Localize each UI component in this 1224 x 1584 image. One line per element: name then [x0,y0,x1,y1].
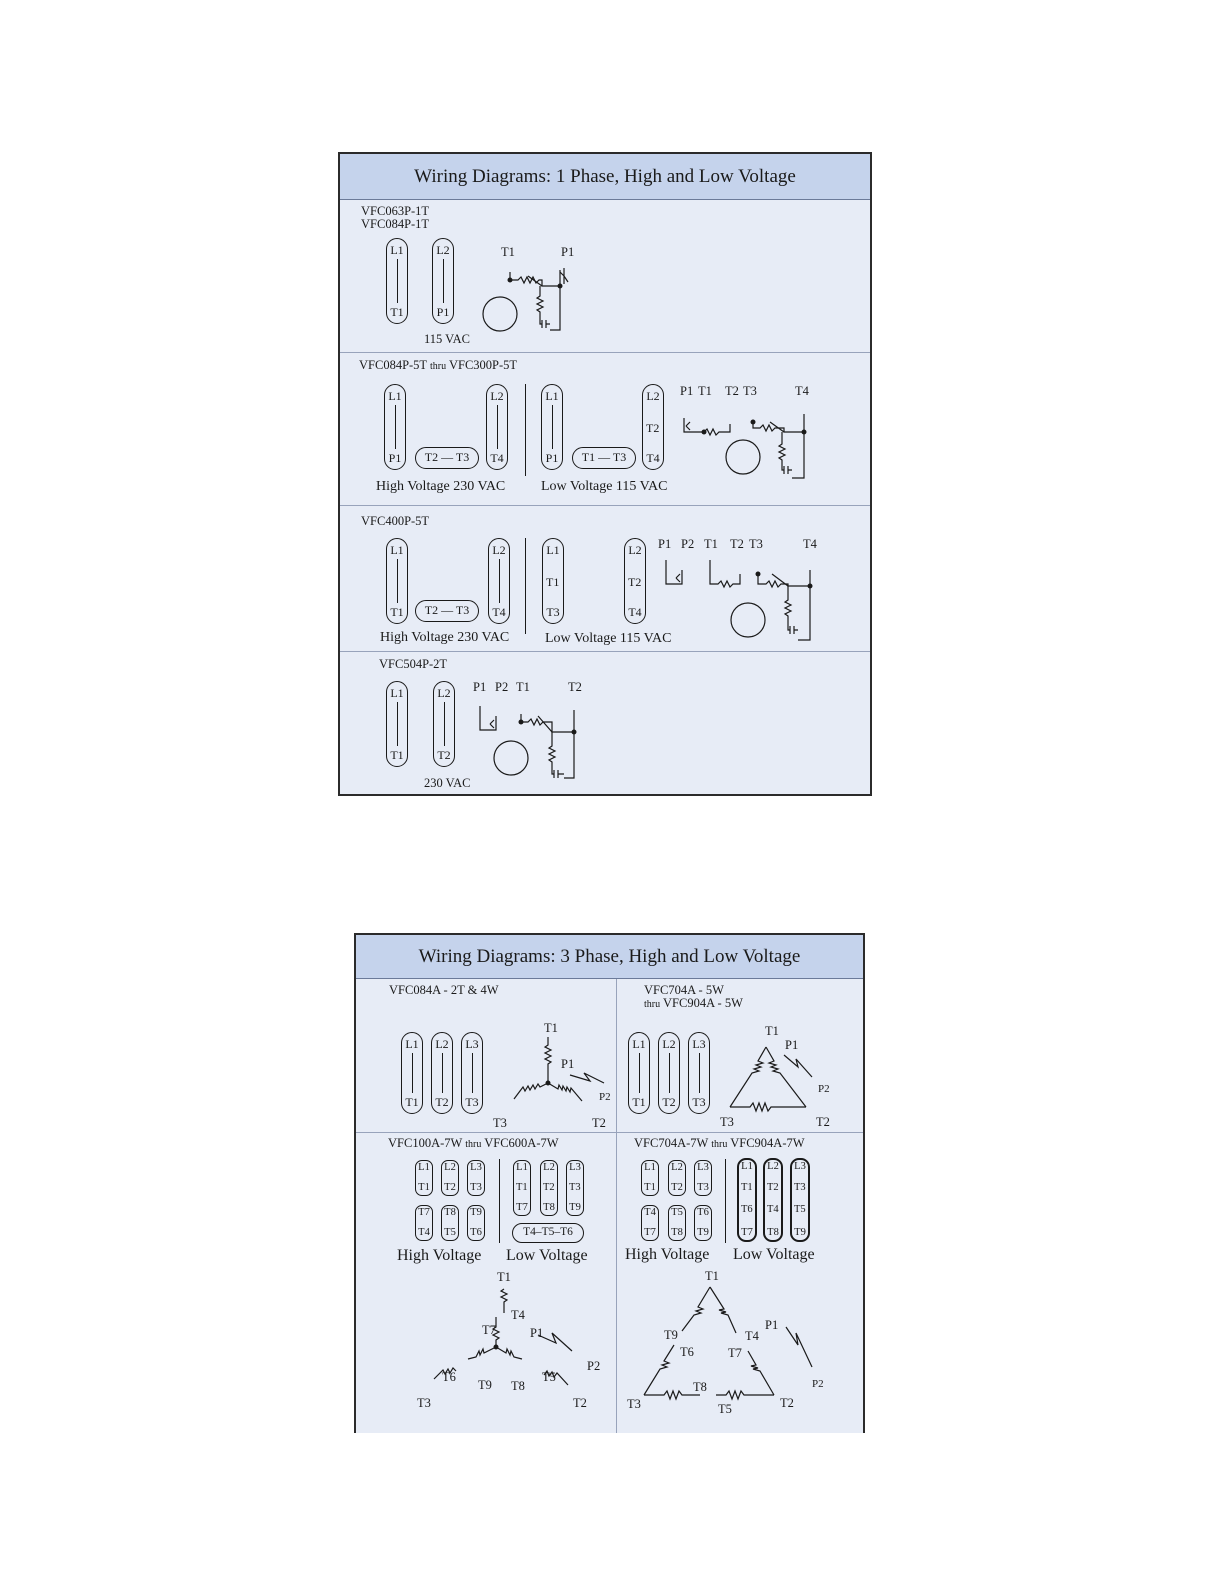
pill-label: T9 [794,1227,806,1238]
terminal-label: T4 [795,384,809,398]
wye-winding-diagram [506,1035,616,1115]
pill-label: T2 [435,1095,449,1109]
pill-label: L1 [390,686,404,700]
terminal-pill [513,1160,531,1216]
pill-label: L3 [794,1161,806,1172]
pill-label: L2 [436,243,450,257]
delta-label: P1 [765,1318,779,1332]
model-code: VFC300P-5T [448,358,518,372]
terminal-label: T3 [749,537,763,551]
model-label [359,358,517,373]
delta-label: T6 [680,1345,694,1359]
terminal-pill [641,1160,659,1196]
pill-label: L1 [741,1161,753,1172]
link-pill: T2 — T3 [415,600,479,622]
terminal-pill [763,1158,783,1242]
pill-label: L2 [543,1162,555,1173]
pill-link [472,1053,473,1093]
pill-link [443,259,444,303]
model-label: VFC504P-2T [379,657,448,671]
pill-label: L1 [546,543,560,557]
terminal-label: P2 [681,537,695,551]
terminal-pill [415,1205,433,1241]
pill-label: T3 [546,605,560,619]
terminal-pill [540,1160,558,1216]
terminal-label: T3 [743,384,757,398]
wye-label: T1 [497,1270,511,1284]
hv-caption: High Voltage [625,1246,710,1263]
pill-link [639,1053,640,1093]
terminal-label: P2 [495,680,509,694]
pill-label: L2 [767,1161,779,1172]
pill-label: T8 [671,1227,683,1238]
terminal-pill [688,1032,710,1114]
terminal-pill [486,384,508,470]
terminal-pill [415,1160,433,1196]
voltage-separator [725,1159,726,1243]
pill-label: P1 [388,451,402,465]
hv-caption: High Voltage 230 VAC [376,479,506,494]
terminal-label: T1 [704,537,718,551]
pill-label: P1 [436,305,450,319]
pill-label: T4 [628,605,642,619]
delta-label: T8 [693,1380,707,1394]
terminal-pill [461,1032,483,1114]
terminal-pill [642,384,664,470]
wye-label: P1 [561,1057,575,1071]
wye-label: T4 [511,1308,525,1322]
single-phase-title: Wiring Diagrams: 1 Phase, High and Low Voltage [340,154,870,200]
pill-label: T7 [418,1207,430,1218]
lv-caption: Low Voltage [506,1247,588,1264]
pill-label: T2 [767,1182,779,1193]
pill-label: T1 [741,1182,753,1193]
voltage-separator [525,384,526,476]
pill-label: T6 [697,1207,709,1218]
terminal-label: T4 [803,537,817,551]
section-divider [340,505,870,506]
terminal-label: T2 [730,537,744,551]
model-label [644,996,743,1011]
delta-label: T5 [718,1402,732,1416]
pill-label: T3 [692,1095,706,1109]
pill-link [444,702,445,746]
delta-label: T3 [627,1397,641,1411]
pill-label: L1 [390,243,404,257]
pill-label: L1 [390,543,404,557]
model-code: VFC100A-7W [388,1136,463,1150]
pill-label: T8 [444,1207,456,1218]
pill-link [669,1053,670,1093]
pill-label: L1 [418,1162,430,1173]
pill-label: T2 [543,1182,555,1193]
pill-label: L3 [569,1162,581,1173]
wye-label: T8 [511,1379,525,1393]
thru-word: thru [644,999,661,1010]
lv-caption: Low Voltage 115 VAC [545,631,672,646]
wye-label: P2 [587,1359,601,1373]
model-code: VFC600A-7W [484,1136,559,1150]
delta-label: T7 [728,1346,742,1360]
pill-label: L3 [692,1037,706,1051]
pill-label: T9 [697,1227,709,1238]
pill-label: T2 [646,421,660,435]
delta-label: P2 [812,1378,824,1390]
terminal-pill [566,1160,584,1216]
pill-label: P1 [545,451,559,465]
wye-label: P1 [530,1326,544,1340]
wye-label: T3 [417,1396,431,1410]
terminal-pill [542,538,564,624]
terminal-pill [694,1205,712,1241]
link-pill: T2 — T3 [415,447,479,469]
terminal-label: T1 [501,245,515,259]
delta-label: T1 [705,1269,719,1283]
pill-label: T9 [569,1202,581,1213]
pill-label: T2 [628,575,642,589]
delta-label: T2 [780,1396,794,1410]
pill-label: T4 [767,1204,779,1215]
terminal-pill [658,1032,680,1114]
pill-label: T5 [671,1207,683,1218]
wye-label: T2 [573,1396,587,1410]
wye-label: P2 [599,1091,611,1103]
terminal-pill [386,681,408,767]
pill-label: L1 [644,1162,656,1173]
pill-label: L2 [435,1037,449,1051]
pill-link [497,405,498,449]
delta-label: T9 [664,1328,678,1342]
terminal-pill [467,1160,485,1196]
wye-label: T3 [493,1116,507,1130]
pill-label: T1 [390,605,404,619]
pill-label: L2 [662,1037,676,1051]
delta-label: T4 [745,1329,759,1343]
motor-schematic [476,702,586,784]
terminal-label: T1 [516,680,530,694]
model-code: VFC904A-7W [730,1136,805,1150]
delta-label: T2 [816,1115,830,1129]
pill-label: T2 [437,748,451,762]
pill-label: T2 [662,1095,676,1109]
wye-9-lead-diagram [426,1285,596,1403]
terminal-pill [386,538,408,624]
pill-label: T8 [543,1202,555,1213]
model-label: VFC063P-1T [361,204,430,218]
terminal-label: P1 [680,384,694,398]
terminal-pill [488,538,510,624]
pill-label: T3 [697,1182,709,1193]
terminal-label: T2 [568,680,582,694]
pill-label: T1 [390,305,404,319]
pill-label: T8 [767,1227,779,1238]
pill-label: T6 [741,1204,753,1215]
pill-label: T1 [546,575,560,589]
section-divider [340,651,870,652]
pill-label: T4 [644,1207,656,1218]
terminal-label: T1 [698,384,712,398]
voltage-label: 230 VAC [424,776,471,790]
model-label [634,1136,805,1151]
model-label: VFC084P-1T [361,217,430,231]
pill-label: T5 [444,1227,456,1238]
voltage-label: 115 VAC [424,332,470,346]
pill-label: L1 [388,389,402,403]
terminal-pill [628,1032,650,1114]
quadrant-divider [356,1132,863,1133]
pill-label: L2 [628,543,642,557]
pill-link [397,259,398,303]
pill-label: T2 [444,1182,456,1193]
model-code: VFC904A - 5W [663,996,743,1010]
pill-link [412,1053,413,1093]
pill-label: T3 [794,1182,806,1193]
pill-label: T4 [492,605,506,619]
pill-label: L1 [405,1037,419,1051]
pill-link [552,405,553,449]
pill-label: L1 [545,389,559,403]
voltage-separator [525,538,526,634]
terminal-label: P1 [658,537,672,551]
pill-label: T1 [644,1182,656,1193]
terminal-pill [433,681,455,767]
model-label: VFC704A - 5W [644,983,724,997]
pill-label: L3 [697,1162,709,1173]
pill-link [442,1053,443,1093]
terminal-label: T2 [725,384,739,398]
pill-label: L1 [632,1037,646,1051]
thru-word: thru [429,361,447,372]
terminal-pill [668,1160,686,1196]
model-label [388,1136,559,1151]
pill-label: T1 [390,748,404,762]
pill-label: T1 [516,1182,528,1193]
pill-label: L2 [444,1162,456,1173]
pill-label: T6 [470,1227,482,1238]
wye-label: T1 [544,1021,558,1035]
pill-label: L3 [465,1037,479,1051]
thru-word: thru [465,1139,482,1150]
delta-label: T3 [720,1115,734,1129]
pill-label: L2 [492,543,506,557]
delta-label: P1 [785,1038,799,1052]
pill-label: L2 [671,1162,683,1173]
terminal-pill [694,1160,712,1196]
terminal-pill [384,384,406,470]
wye-label: T2 [592,1116,606,1130]
terminal-pill [441,1160,459,1196]
pill-label: T4 [646,451,660,465]
wye-label: T5 [542,1370,556,1384]
pill-label: L2 [646,389,660,403]
wye-label: T7 [482,1323,496,1337]
pill-label: T3 [465,1095,479,1109]
pill-label: T7 [516,1202,528,1213]
single-phase-panel [338,152,872,796]
terminal-pill [441,1205,459,1241]
pill-link [395,405,396,449]
terminal-pill [541,384,563,470]
delta-winding-diagram [726,1043,836,1115]
pill-link [699,1053,700,1093]
pill-label: T1 [632,1095,646,1109]
pill-label: T7 [644,1227,656,1238]
delta-label: T1 [765,1024,779,1038]
model-code: VFC084P-5T [359,358,427,372]
voltage-separator [499,1159,500,1243]
quadrant-divider [616,979,617,1433]
hv-caption: High Voltage 230 VAC [380,630,510,645]
terminal-pill [386,238,408,324]
terminal-pill [401,1032,423,1114]
pill-label: T4 [490,451,504,465]
terminal-pill [641,1205,659,1241]
three-phase-panel [354,933,865,1433]
motor-schematic [680,404,810,484]
pill-label: T2 [671,1182,683,1193]
model-code: VFC704A-7W [634,1136,709,1150]
wye-label: T9 [478,1378,492,1392]
motor-schematic [480,262,590,342]
pill-label: L2 [490,389,504,403]
terminal-pill [431,1032,453,1114]
link-pill: T1 — T3 [572,447,636,469]
pill-label: T1 [405,1095,419,1109]
delta-label: P2 [818,1083,830,1095]
section-divider [340,352,870,353]
terminal-label: P1 [561,245,575,259]
motor-schematic [660,556,820,638]
pill-link [397,702,398,746]
delta-9-lead-diagram [640,1285,840,1401]
terminal-label: P1 [473,680,487,694]
terminal-pill [790,1158,810,1242]
pill-label: T1 [418,1182,430,1193]
pill-link [499,559,500,603]
pill-label: T5 [794,1204,806,1215]
terminal-pill [668,1205,686,1241]
three-phase-title: Wiring Diagrams: 3 Phase, High and Low Voltage [356,935,863,979]
pill-link [397,559,398,603]
lv-caption: Low Voltage [733,1246,815,1263]
thru-word: thru [711,1139,728,1150]
pill-label: T7 [741,1227,753,1238]
pill-label: T3 [569,1182,581,1193]
pill-label: T4 [418,1227,430,1238]
lv-caption: Low Voltage 115 VAC [541,479,668,494]
hv-caption: High Voltage [397,1247,482,1264]
terminal-pill [737,1158,757,1242]
model-label: VFC400P-5T [361,514,430,528]
wye-label: T6 [442,1370,456,1384]
pill-label: T9 [470,1207,482,1218]
pill-label: L3 [470,1162,482,1173]
terminal-pill [624,538,646,624]
pill-label: L1 [516,1162,528,1173]
link-pill: T4–T5–T6 [512,1223,584,1243]
terminal-pill [432,238,454,324]
model-label: VFC084A - 2T & 4W [389,983,499,997]
pill-label: T3 [470,1182,482,1193]
terminal-pill [467,1205,485,1241]
pill-label: L2 [437,686,451,700]
